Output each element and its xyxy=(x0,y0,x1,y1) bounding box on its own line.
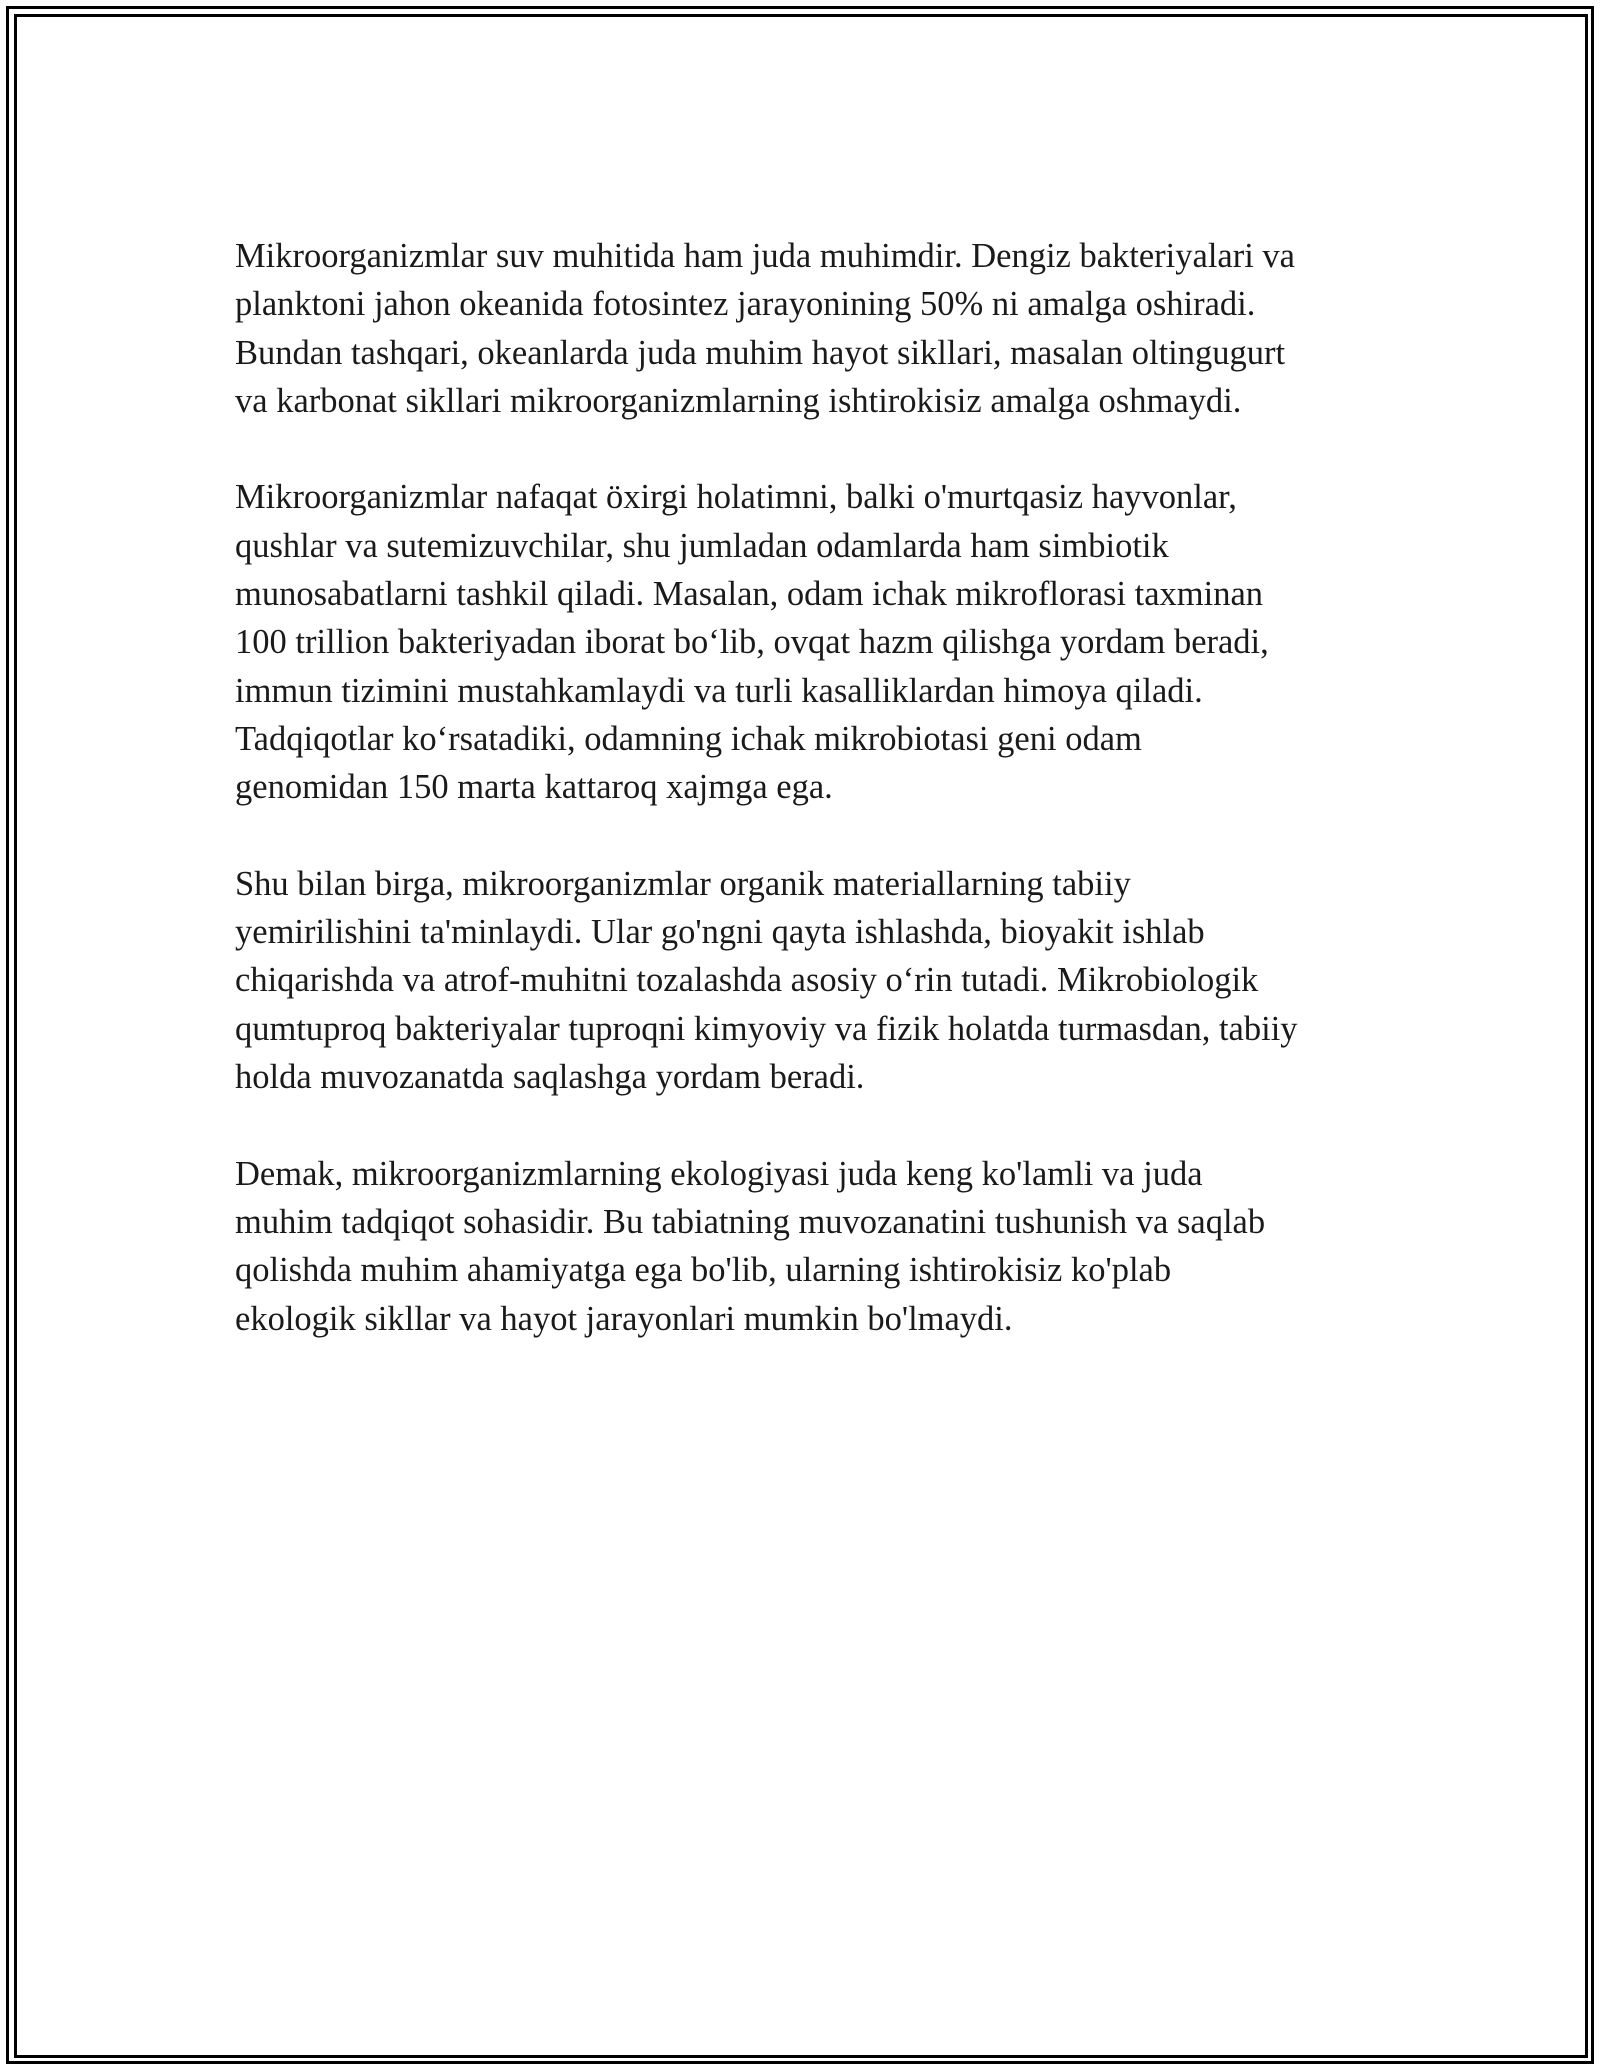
paragraph-4 xyxy=(235,1150,1375,1343)
text-line: Shu bilan birga, mikroorganizmlar organik materiallarning tabiiy xyxy=(235,864,1131,903)
text-line: Demak, mikroorganizmlarning ekologiyasi juda keng ko'lamli va juda xyxy=(235,1154,1203,1193)
paragraph-3 xyxy=(235,860,1375,1101)
text-line: munosabatlarni tashkil qiladi. Masalan, odam ichak mikroflorasi taxminan xyxy=(235,575,1264,614)
document-body xyxy=(235,232,1375,1391)
text-line: genomidan 150 marta kattaroq xajmga ega. xyxy=(235,768,833,807)
text-line: Tadqiqotlar koʻrsatadiki, odamning ichak mikrobiotasi geni odam xyxy=(235,719,1142,758)
text-line: holda muvozanatda saqlashga yordam beradi. xyxy=(235,1058,865,1097)
text-line: planktoni jahon okeanida fotosintez jarayonining 50% ni amalga oshiradi. xyxy=(235,285,1256,324)
text-line: muhim tadqiqot sohasidir. Bu tabiatning muvozanatini tushunish va saqlab xyxy=(235,1202,1266,1241)
text-line: va karbonat sikllari mikroorganizmlarning ishtirokisiz amalga oshmaydi. xyxy=(235,381,1242,420)
text-line: ekologik sikllar va hayot jarayonlari mumkin bo'lmaydi. xyxy=(235,1299,1013,1338)
text-line: 100 trillion bakteriyadan iborat boʻlib, ovqat hazm qilishga yordam beradi, xyxy=(235,623,1269,662)
text-line: Bundan tashqari, okeanlarda juda muhim hayot sikllari, masalan oltingugurt xyxy=(235,333,1286,372)
text-line: qumtuproq bakteriyalar tuproqni kimyoviy va fizik holatda turmasdan, tabiiy xyxy=(235,1009,1298,1048)
text-line: Mikroorganizmlar suv muhitida ham juda muhimdir. Dengiz bakteriyalari va xyxy=(235,237,1295,275)
paragraph-1 xyxy=(235,232,1375,425)
paragraph-2 xyxy=(235,473,1375,811)
text-line: chiqarishda va atrof-muhitni tozalashda asosiy oʻrin tutadi. Mikrobiologik xyxy=(235,961,1259,1000)
text-line: Mikroorganizmlar nafaqat öxirgi holatimni, balki o'murtqasiz hayvonlar, xyxy=(235,478,1237,517)
text-line: qolishda muhim ahamiyatga ega bo'lib, ularning ishtirokisiz ko'plab xyxy=(235,1251,1172,1290)
text-line: qushlar va sutemizuvchilar, shu jumladan odamlarda ham simbiotik xyxy=(235,526,1169,565)
text-line: yemirilishini ta'minlaydi. Ular go'ngni qayta ishlashda, bioyakit ishlab xyxy=(235,913,1205,952)
text-line: immun tizimini mustahkamlaydi va turli kasalliklardan himoya qiladi. xyxy=(235,671,1203,710)
